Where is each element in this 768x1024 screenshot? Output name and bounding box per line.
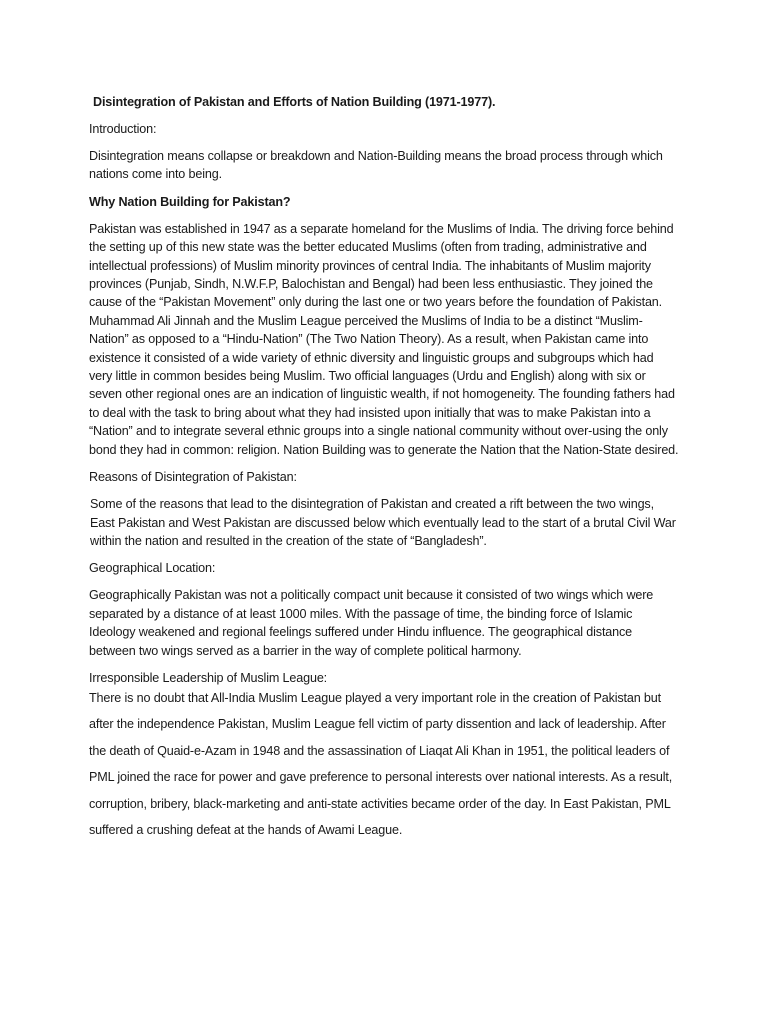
reasons-paragraph: Some of the reasons that lead to the disintegration of Pakistan and created a rift between the two wings, East Pakistan and West Pakistan are discussed below which eventually lead to the start of a brutal Civil War within the nation and resulted in the creation of the state of “Bangladesh”. (90, 497, 676, 548)
geographical-location-heading: Geographical Location: (89, 561, 216, 576)
why-nation-building-paragraph: Pakistan was established in 1947 as a separate homeland for the Muslims of India. The driving force behind the setting up of this new state was the better educated Muslims (often from trading, administrative and intellectual professions) of Muslim minority provinces of central India. The inhabitants of Muslim majority provinces (Punjab, Sindh, N.W.F.P, Balochistan and Bengal) had been less enthusiastic. They joined the cause of the “Pakistan Movement” only during the last one or two years before the foundation of Pakistan. Muhammad Ali Jinnah and the Muslim League perceived the Muslims of India to be a distinct “Muslim-Nation” as opposed to a “Hindu-Nation” (The Two Nation Theory). As a result, when Pakistan came into existence it consisted of a wide variety of ethnic diversity and linguistic groups and subgroups which had very little in common besides being Muslim. Two official languages (Urdu and English) along with six or seven other regional ones are an indication of linguistic wealth, if not homogeneity. The founding fathers had to deal with the task to bring about what they had insisted upon initially that was to make Pakistan into a “Nation” and to integrate several ethnic groups into a single national community without over-using the only bond they had in common: religion. Nation Building was to generate the Nation that the Nation-State desired. (89, 221, 679, 457)
document-page (89, 93, 679, 852)
geographical-location-paragraph: Geographically Pakistan was not a politically compact unit because it consisted of two wings which were separated by a distance of at least 1000 miles. With the passage of time, the binding force of Islamic Ideology weakened and regional feelings suffered under Hindu influence. The geographical distance between two wings served as a barrier in the way of complete political harmony. (89, 588, 654, 658)
intro-heading: Introduction: (89, 122, 157, 136)
why-nation-building-heading: Why Nation Building for Pakistan? (89, 194, 291, 209)
intro-paragraph: Disintegration means collapse or breakdown and Nation-Building means the broad process through which nations come into being. (89, 149, 663, 182)
document-title: Disintegration of Pakistan and Efforts of Nation Building (1971-1977). (93, 95, 496, 109)
leadership-paragraph: There is no doubt that All-India Muslim League played a very important role in the creation of Pakistan but after the independence Pakistan, Muslim League fell victim of party dissention and lack of leadership. After the death of Quaid-e-Azam in 1948 and the assassination of Liaqat Ali Khan in 1951, the political leaders of PML joined the race for power and gave preference to personal interests over national interests. As a result, corruption, bribery, black-marketing and anti-state activities became order of the day. In East Pakistan, PML suffered a crushing defeat at the hands of Awami League. (89, 690, 673, 837)
reasons-heading: Reasons of Disintegration of Pakistan: (89, 470, 297, 485)
leadership-heading: Irresponsible Leadership of Muslim League: (89, 670, 328, 685)
